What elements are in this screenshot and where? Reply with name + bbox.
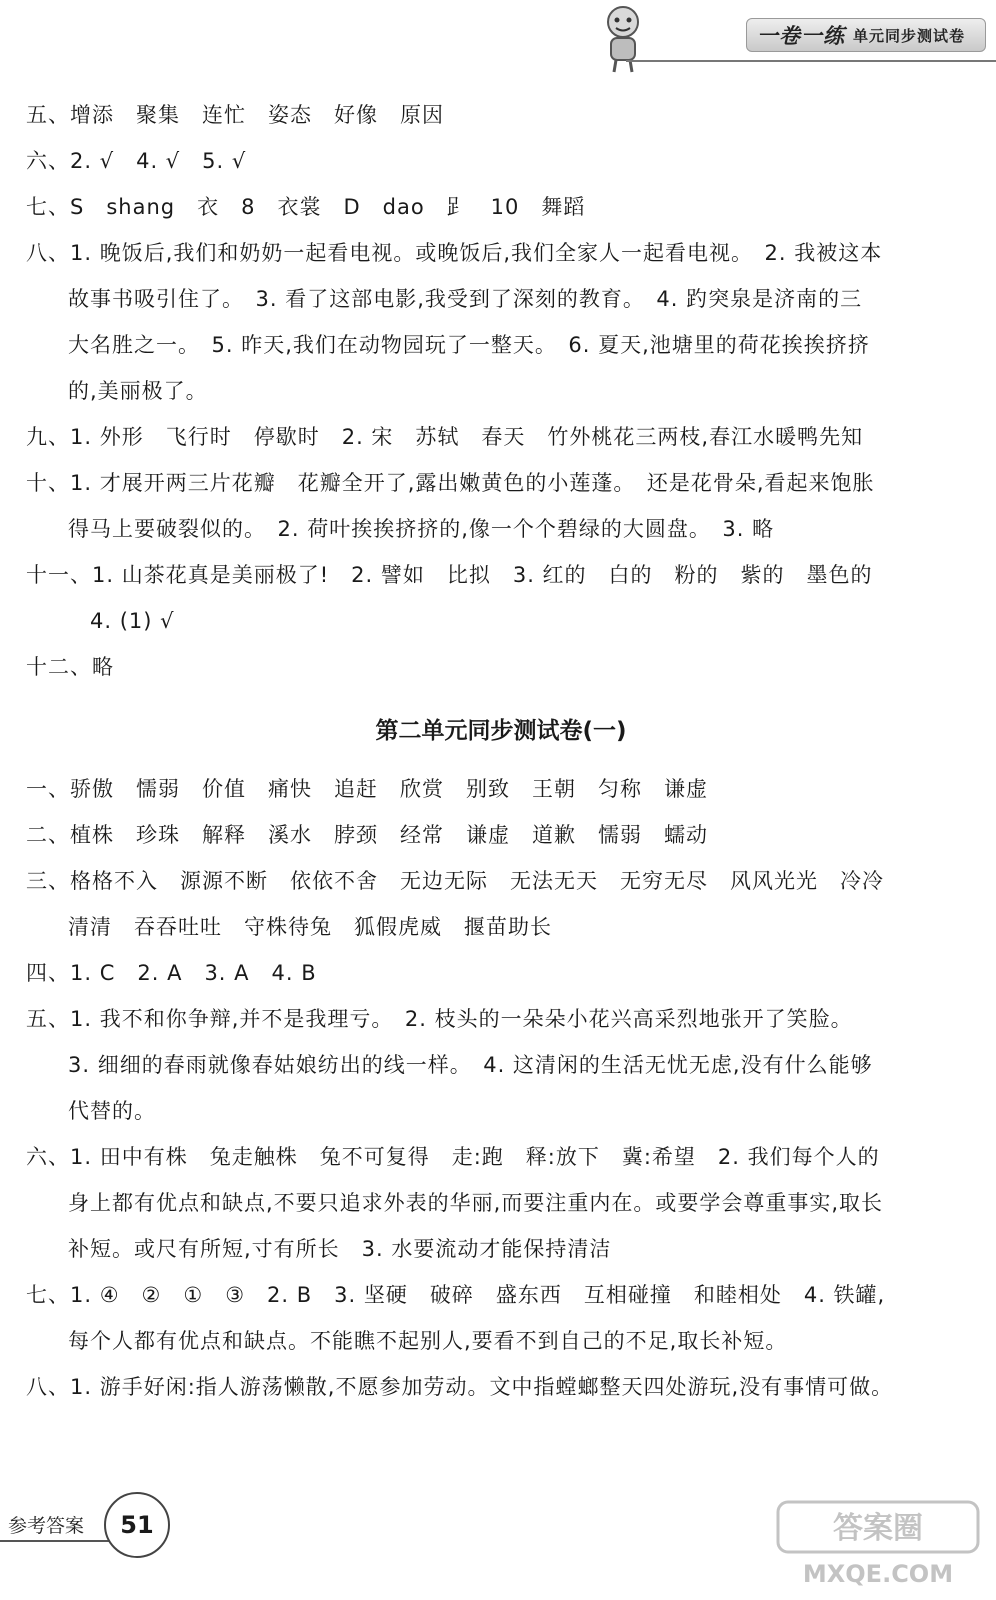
- svg-text:答案圈: 答案圈: [833, 1511, 923, 1546]
- answer-line: 五、增添 聚集 连忙 姿态 好像 原因: [26, 103, 444, 127]
- footer-label: 参考答案: [8, 1515, 85, 1537]
- answer-line: 十二、略: [26, 655, 114, 679]
- header-banner: [596, 0, 996, 78]
- answer-line: 的,美丽极了。: [68, 379, 208, 403]
- answer-line: 每个人都有优点和缺点。不能瞧不起别人,要看不到自己的不足,取长补短。: [68, 1329, 788, 1353]
- svg-text:MXQE.COM: MXQE.COM: [802, 1560, 954, 1588]
- answer-line: 三、格格不入 源源不断 依依不舍 无边无际 无法无天 无穷无尽 风风光光 冷冷: [26, 869, 884, 893]
- answer-line: 五、1. 我不和你争辩,并不是我理亏。 2. 枝头的一朵朵小花兴高采烈地张开了笑脸。: [26, 1007, 853, 1031]
- answer-line: 身上都有优点和缺点,不要只追求外表的华丽,而要注重内在。或要学会尊重事实,取长: [68, 1191, 884, 1215]
- footer-divider: [0, 1540, 110, 1542]
- watermark-logo-icon: [774, 1496, 984, 1592]
- answer-line: 补短。或尺有所短,寸有所长 3. 水要流动才能保持清洁: [68, 1237, 612, 1261]
- page-number: 51: [104, 1492, 170, 1558]
- answer-line: 六、2. √ 4. √ 5. √: [26, 149, 247, 173]
- answer-line: 得马上要破裂似的。 2. 荷叶挨挨挤挤的,像一个个碧绿的大圆盘。 3. 略: [68, 517, 775, 541]
- section-title: 第二单元同步测试卷(一): [375, 718, 627, 744]
- answer-line: 七、1. ④ ② ① ③ 2. B 3. 坚硬 破碎 盛东西 互相碰撞 和睦相处 4. 铁罐,: [26, 1283, 886, 1307]
- answer-line: 一、骄傲 懦弱 价值 痛快 追赶 欣赏 别致 王朝 匀称 谦虚: [26, 777, 708, 801]
- answer-line: 十、1. 才展开两三片花瓣 花瓣全开了,露出嫩黄色的小莲蓬。 还是花骨朵,看起来饱胀: [26, 471, 875, 495]
- answer-line: 十一、1. 山茶花真是美丽极了! 2. 譬如 比拟 3. 红的 白的 粉的 紫的 墨色的: [26, 563, 873, 587]
- answer-line: 清清 吞吞吐吐 守株待兔 狐假虎威 揠苗助长: [68, 915, 552, 939]
- answer-line: 六、1. 田中有株 兔走触株 兔不可复得 走:跑 释:放下 冀:希望 2. 我们每个人的: [26, 1145, 880, 1169]
- answer-line: 八、1. 游手好闲:指人游荡懒散,不愿参加劳动。文中指螳螂整天四处游玩,没有事情可做。: [26, 1375, 894, 1399]
- answer-line: 3. 细细的春雨就像春姑娘纺出的线一样。 4. 这清闲的生活无忧无虑,没有什么能够: [68, 1053, 873, 1077]
- banner-brand: 一卷一练: [757, 24, 845, 48]
- answer-line: 二、植株 珍珠 解释 溪水 脖颈 经常 谦虚 道歉 懦弱 蠕动: [26, 823, 708, 847]
- answer-line: 大名胜之一。 5. 昨天,我们在动物园玩了一整天。 6. 夏天,池塘里的荷花挨挨挤挤: [68, 333, 870, 357]
- answer-line: 四、1. C 2. A 3. A 4. B: [26, 961, 317, 985]
- answer-line: 4. (1) √: [90, 609, 175, 633]
- banner-divider: [626, 60, 996, 62]
- banner-series: 单元同步测试卷: [853, 26, 966, 45]
- banner-strip: [746, 18, 986, 52]
- answer-content: [26, 92, 976, 1410]
- answer-line: 九、1. 外形 飞行时 停歇时 2. 宋 苏轼 春天 竹外桃花三两枝,春江水暖鸭先知: [26, 425, 864, 449]
- page-footer: [0, 1460, 996, 1600]
- mascot-icon: [596, 2, 650, 74]
- answer-line: 代替的。: [68, 1099, 156, 1123]
- answer-line: 故事书吸引住了。 3. 看了这部电影,我受到了深刻的教育。 4. 趵突泉是济南的三: [68, 287, 863, 311]
- answer-line: 八、1. 晚饭后,我们和奶奶一起看电视。或晚饭后,我们全家人一起看电视。 2. 我被这本: [26, 241, 883, 265]
- answer-line: 七、S shang 衣 8 衣裳 D dao 𧾷 10 舞蹈: [26, 195, 586, 219]
